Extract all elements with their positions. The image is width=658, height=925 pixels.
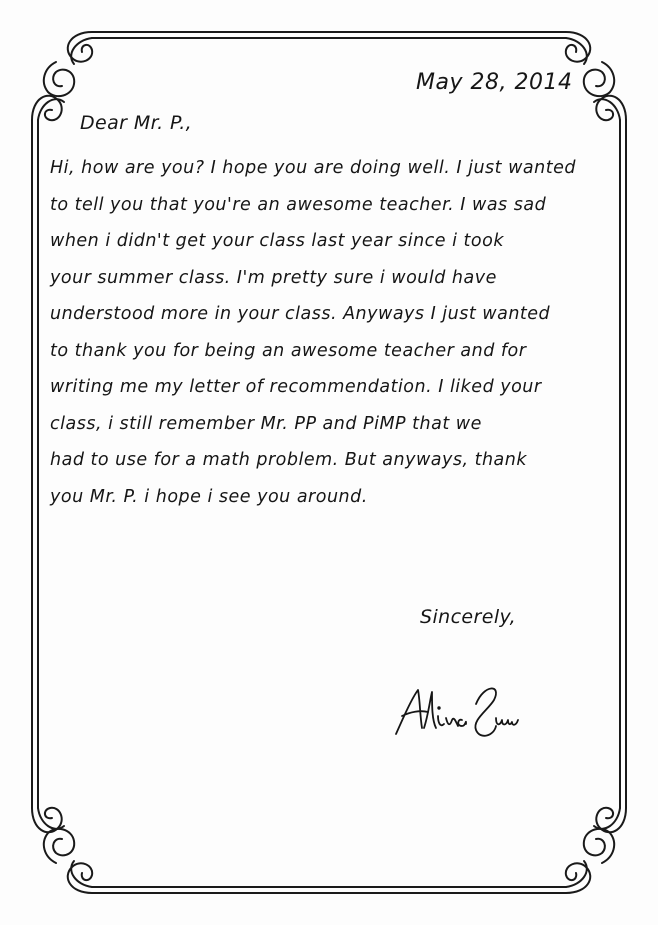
letter-line: when i didn't get your class last year since i took (50, 231, 504, 251)
letter-salutation: Dear Mr. P., (80, 112, 193, 134)
handwritten-signature (390, 676, 520, 746)
letter-line: writing me my letter of recommendation. I liked your (50, 377, 542, 397)
letter-line: understood more in your class. Anyways I just wanted (50, 304, 551, 324)
letter-line: had to use for a math problem. But anyways, thank (50, 450, 528, 470)
letter-line: class, i still remember Mr. PP and PiMP that we (50, 413, 482, 434)
letter-closing: Sincerely, (420, 606, 517, 628)
letter-body (50, 152, 576, 517)
letter-line: to tell you that you're an awesome teacher. I was sad (50, 194, 547, 215)
letter-line: Hi, how are you? I hope you are doing well. I just wanted (50, 158, 576, 178)
letter-line: you Mr. P. i hope i see you around. (50, 486, 368, 507)
letter-line: your summer class. I'm pretty sure i would have (50, 267, 497, 288)
letter-date: May 28, 2014 (416, 70, 573, 95)
letter-line: to thank you for being an awesome teacher and for (50, 340, 527, 361)
